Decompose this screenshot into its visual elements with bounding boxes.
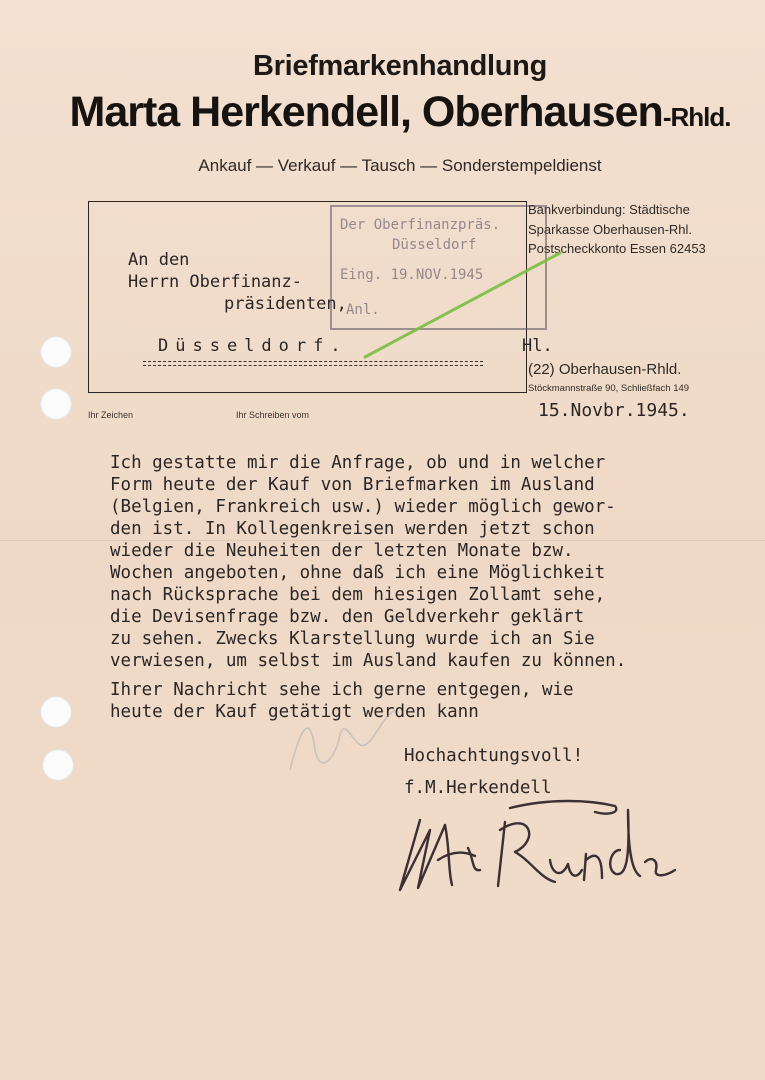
- body-line: Form heute der Kauf von Briefmarken im Ausland: [110, 475, 595, 495]
- closing-signer: f.M.Herkendell: [404, 778, 552, 798]
- body-line: Ihrer Nachricht sehe ich gerne entgegen, wie: [110, 680, 574, 700]
- letterhead-name-main: Marta Herkendell, Oberhausen: [69, 88, 663, 136]
- body-line: Ich gestatte mir die Anfrage, ob und in welcher: [110, 453, 606, 473]
- recipient-line-2: Herrn Oberfinanz-: [128, 272, 302, 292]
- letterhead-name: [0, 88, 765, 137]
- punch-hole: [40, 696, 72, 728]
- recipient-line-3: präsidenten,: [224, 294, 347, 314]
- handwritten-signature: [390, 790, 690, 900]
- recipient-line-1: An den: [128, 250, 190, 270]
- letterhead-name-suffix: -Rhld.: [662, 102, 731, 132]
- letter-date: 15.Novbr.1945.: [538, 400, 690, 421]
- body-line: Wochen angeboten, ohne daß ich eine Möglichkeit: [110, 563, 606, 583]
- body-line: zu sehen. Zwecks Klarstellung wurde ich an Sie: [110, 629, 595, 649]
- sender-city: (22) Oberhausen-Rhld.: [528, 361, 682, 378]
- body-line: nach Rücksprache bei dem hiesigen Zollamt sehe,: [110, 585, 606, 605]
- body-paragraph-2: [110, 679, 760, 723]
- closing-salutation: Hochachtungsvoll!: [404, 746, 584, 766]
- stamp-line-1: Der Oberfinanzpräs.: [340, 217, 501, 233]
- stamp-line-2: Düsseldorf: [392, 237, 477, 253]
- punch-hole: [42, 749, 74, 781]
- your-sign-label: Ihr Zeichen: [88, 410, 134, 420]
- your-letter-label: Ihr Schreiben vom: [236, 410, 310, 420]
- pencil-annotation: [280, 690, 410, 790]
- recipient-suffix: Hl.: [522, 336, 553, 356]
- green-pencil-mark: [360, 245, 570, 365]
- body-line: (Belgien, Frankreich usw.) wieder möglich gewor-: [110, 497, 616, 517]
- body-line: verwiesen, um selbst im Ausland kaufen zu können.: [110, 651, 627, 671]
- body-line: wieder die Neuheiten der letzten Monate bzw.: [110, 541, 574, 561]
- stamp-line-3: Eing. 19.NOV.1945: [340, 267, 484, 283]
- sender-street: Stöckmannstraße 90, Schließfach 149: [528, 383, 690, 394]
- bank-line-1: Bankverbindung: Städtische: [528, 202, 690, 217]
- recipient-city: Düsseldorf.: [158, 336, 348, 356]
- bank-line-3: Postscheckkonto Essen 62453: [528, 241, 706, 256]
- letterhead-business-type: Briefmarkenhandlung: [252, 50, 547, 82]
- body-paragraph-1: [110, 452, 760, 672]
- body-line: die Devisenfrage bzw. den Geldverkehr geklärt: [110, 607, 585, 627]
- punch-hole: [40, 336, 72, 368]
- stamp-line-4: Anl.: [346, 302, 380, 318]
- body-line: heute der Kauf getätigt werden kann: [110, 702, 479, 722]
- letterhead-services: Ankauf — Verkauf — Tausch — Sonderstempeldienst: [198, 156, 602, 175]
- punch-hole: [40, 388, 72, 420]
- bank-line-2: Sparkasse Oberhausen-Rhl.: [528, 222, 693, 237]
- body-line: den ist. In Kollegenkreisen werden jetzt schon: [110, 519, 595, 539]
